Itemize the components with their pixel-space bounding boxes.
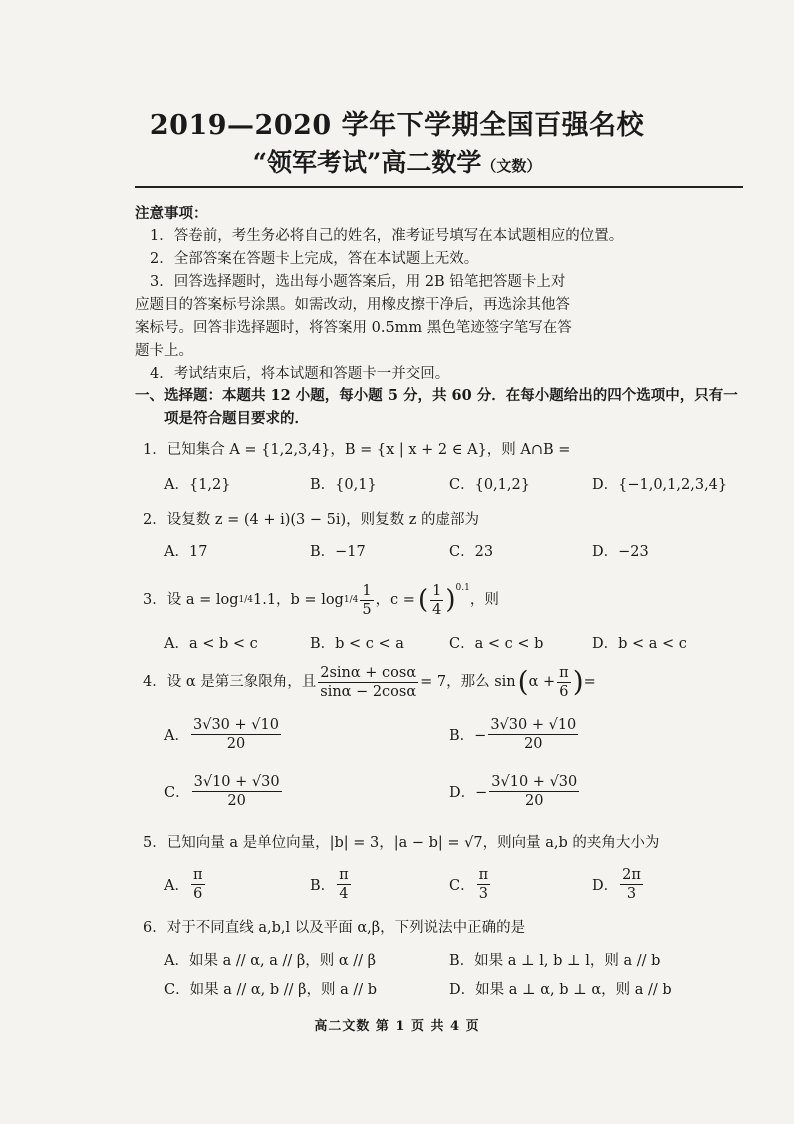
question-4-option-b-fraction: [488, 716, 578, 753]
question-2-option-b: B．−17: [310, 544, 366, 560]
question-5-option-d-fraction: [620, 866, 643, 903]
exam-subtitle-main: “领军考试”高二数学: [252, 148, 482, 177]
notice-item-4: 4．考试结束后，将本试题和答题卡一并交回。: [150, 366, 450, 382]
question-6-option-a: A．如果 a // α, a // β，则 α // β: [164, 953, 377, 969]
question-5-option-a: [164, 866, 207, 903]
question-4-part-c: α +: [528, 674, 556, 690]
question-6-option-c: C．如果 a // α, b // β，则 a // b: [164, 982, 378, 998]
question-3-option-c: C．a < c < b: [449, 636, 544, 652]
notice-item-3-line1: 3．回答选择题时，选出每小题答案后，用 2B 铅笔把答题卡上对: [150, 274, 566, 290]
question-3-frac2-num: 1: [432, 582, 442, 599]
notice-item-3-line2: 应题目的答案标号涂黑。如需改动，用橡皮擦干净后，再选涂其他答: [135, 297, 570, 313]
question-4-pi-fraction: [557, 664, 571, 701]
question-6-option-d: D．如果 a ⊥ α, b ⊥ α，则 a // b: [449, 982, 672, 998]
question-5-stem: 5．已知向量 a 是单位向量，|b| = 3，|a − b| = √7，则向量 a,b 的夹角大小为: [143, 835, 660, 851]
exam-title: 2019—2020 学年下学期全国百强名校: [149, 110, 645, 141]
question-4-stem: [143, 660, 596, 704]
question-1-option-b: B．{0,1}: [310, 477, 377, 493]
question-3-left-paren: (: [417, 585, 429, 615]
question-3-part-f: ，则: [469, 592, 499, 608]
question-4-option-d-fraction: [489, 773, 579, 810]
question-4-option-a-den: 20: [226, 736, 246, 752]
question-3-frac-den: 5: [362, 601, 372, 618]
question-2-option-a: A．17: [164, 544, 208, 560]
question-3-fraction-1-5: [360, 582, 373, 619]
question-4-option-a-num: 3√30 + √10: [192, 717, 279, 733]
question-1-option-a: A．{1,2}: [164, 477, 231, 493]
question-5-option-c-den: 3: [478, 886, 488, 902]
question-4-option-c-den: 20: [227, 793, 246, 809]
question-3-part-b: 1.1，b = log: [252, 592, 344, 608]
question-4-option-d-label: D．−: [449, 785, 488, 801]
question-2-stem: 2．设复数 z = (4 + i)(3 − 5i)，则复数 z 的虚部为: [143, 512, 480, 528]
question-4-fraction: [318, 664, 418, 701]
question-1-option-c: C．{0,1,2}: [449, 477, 530, 493]
question-6-option-b: B．如果 a ⊥ l, b ⊥ l，则 a // b: [449, 953, 661, 969]
question-5-option-d-label: D．: [592, 878, 619, 894]
question-3-fraction-1-4: [430, 582, 443, 619]
question-3-stem: [143, 578, 499, 622]
question-4-option-a-label: A．: [164, 728, 189, 744]
question-2-option-d: D．−23: [592, 544, 649, 560]
question-5-option-d-num: 2π: [622, 867, 641, 883]
question-6-stem: 6．对于不同直线 a,b,l 以及平面 α,β，下列说法中正确的是: [143, 920, 526, 936]
question-5-option-a-den: 6: [193, 886, 203, 902]
question-5-option-d-den: 3: [626, 886, 637, 902]
question-4-part-b: = 7，那么 sin: [420, 674, 516, 690]
exam-subtitle-sub: （文数）: [481, 157, 542, 175]
question-5-option-c: [449, 866, 492, 903]
question-4-option-a: [164, 716, 283, 753]
notice-heading: 注意事项：: [135, 205, 208, 222]
notice-item-3-line3: 案标号。回答非选择题时，将答案用 0.5mm 黑色笔迹签字笔写在答: [135, 320, 572, 336]
exam-subtitle: [0, 143, 794, 179]
notice-item-2: 2．全部答案在答题卡上完成，答在本试题上无效。: [150, 251, 479, 267]
question-4-option-d-den: 20: [525, 793, 544, 809]
question-4-part-a: 4．设 α 是第三象限角，且: [143, 674, 317, 690]
question-3-right-paren: ): [445, 585, 456, 615]
question-5-option-a-label: A．: [164, 878, 189, 894]
question-1-stem: 1．已知集合 A = {1,2,3,4}，B = {x | x + 2 ∈ A}，则 A∩B =: [143, 442, 571, 458]
question-4-option-b-num: 3√30 + √10: [490, 717, 577, 733]
question-1-option-d: D．{−1,0,1,2,3,4}: [592, 477, 728, 493]
question-4-option-d-num: 3√10 + √30: [491, 774, 578, 790]
question-5-option-b-den: 4: [339, 886, 349, 902]
question-4-option-c: [164, 773, 284, 810]
header-divider: [135, 186, 743, 188]
question-3-frac-num: 1: [362, 582, 372, 599]
question-3-exponent: 0.1: [455, 583, 470, 593]
section-heading-line1: 一、选择题：本题共 12 小题，每小题 5 分，共 60 分．在每小题给出的四个选项中，只有一: [135, 387, 738, 404]
question-3-base-a: 1/4: [238, 595, 253, 605]
question-3-option-b: B．b < c < a: [310, 636, 404, 652]
question-4-frac-num: 2sinα + cosα: [320, 664, 417, 681]
question-5-option-b-label: B．: [310, 878, 336, 894]
question-4-option-b-label: B．−: [449, 728, 487, 744]
notice-item-3-line4: 题卡上。: [135, 343, 193, 359]
question-5-option-c-fraction: [477, 866, 491, 903]
page-footer: 高二文数 第 1 页 共 4 页: [314, 1019, 480, 1034]
question-5-option-a-fraction: [191, 866, 205, 903]
question-5-option-c-label: C．: [449, 878, 475, 894]
question-4-option-c-label: C．: [164, 785, 190, 801]
question-3-frac2-den: 4: [432, 601, 442, 618]
question-4-option-d: [449, 773, 581, 810]
question-3-part-a: 3．设 a = log: [143, 592, 239, 608]
question-4-pi-den: 6: [559, 683, 569, 700]
question-3-part-d: ，c =: [375, 592, 415, 608]
question-3-option-a: A．a < b < c: [164, 636, 258, 652]
question-4-option-c-num: 3√10 + √30: [193, 774, 280, 790]
notice-item-1: 1．答卷前，考生务必将自己的姓名，准考证号填写在本试题相应的位置。: [150, 228, 624, 244]
question-3-base-b: 1/4: [343, 595, 359, 605]
question-4-part-d: =: [583, 674, 596, 690]
section-heading-line2: 项是符合题目要求的．: [164, 410, 309, 427]
question-4-option-a-fraction: [191, 716, 281, 753]
question-5-option-b-fraction: [337, 866, 351, 903]
question-4-option-c-fraction: [192, 773, 282, 810]
question-4-left-paren: (: [517, 665, 529, 698]
question-5-option-a-num: π: [192, 867, 203, 883]
question-3-option-d: D．b < a < c: [592, 636, 687, 652]
question-4-right-paren: ): [572, 665, 584, 698]
question-5-option-c-num: π: [478, 867, 489, 883]
question-4-frac-den: sinα − 2cosα: [320, 683, 417, 700]
question-4-option-b: [449, 716, 580, 753]
question-5-option-b-num: π: [339, 867, 349, 883]
question-4-option-b-den: 20: [524, 736, 543, 752]
question-5-option-d: [592, 866, 645, 903]
question-4-pi-num: π: [559, 664, 569, 681]
question-2-option-c: C．23: [449, 544, 494, 560]
question-5-option-b: [310, 866, 353, 903]
